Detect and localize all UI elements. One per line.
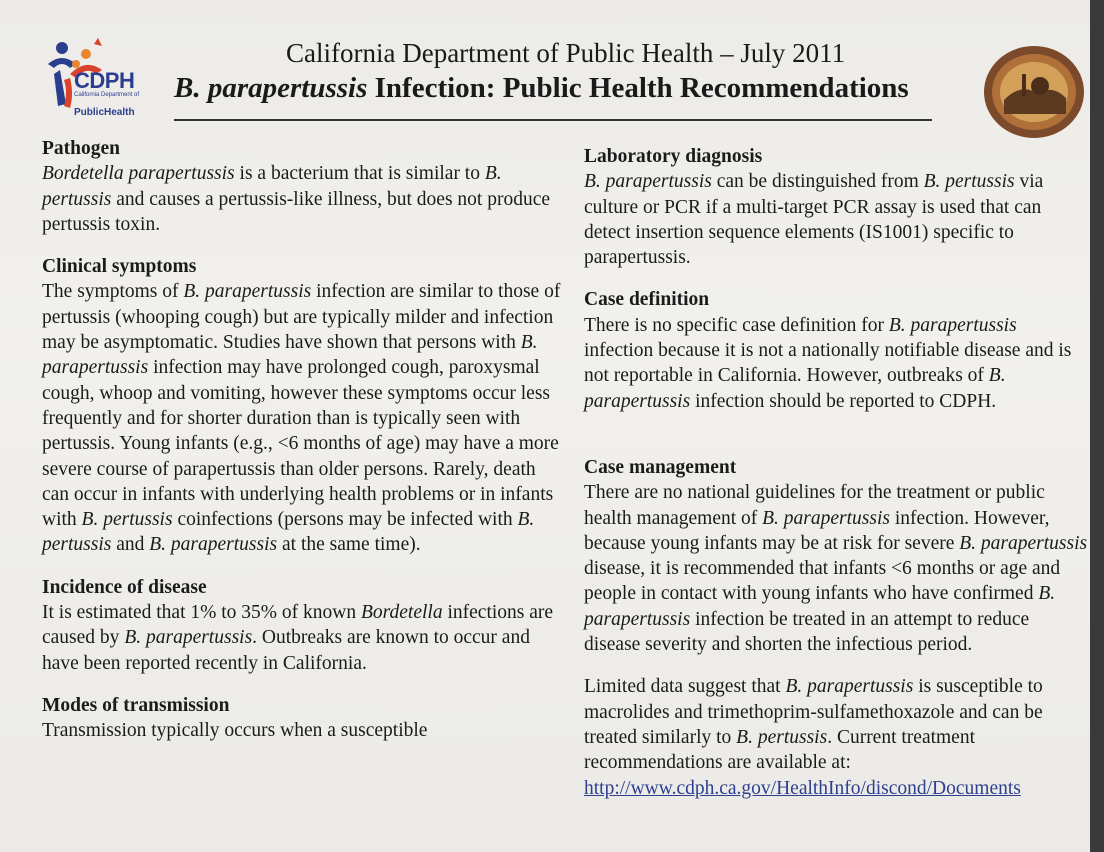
case-management-text: There are no national guidelines for the treatment or public health management of B. parapertussis infection. However, because young infants may be at risk for severe B. parapertussis disease, it is recommended that infants <6 months or age and people in contact with young infants who have confirmed B. parapertussis infection be treated in an attempt to reduce disease severity and shorten the infectious period. bbox=[584, 482, 1088, 656]
treatment-recommendations-link[interactable]: http://www.cdph.ca.gov/HealthInfo/discond/Documents bbox=[584, 777, 1021, 799]
heading-case-definition: Case definition bbox=[584, 289, 710, 311]
case-definition-text: There is no specific case definition for B. parapertussis infection because it is not a nationally notifiable disease and is not reportable in California. However, outbreaks of B. parapertussis infection should be reported to CDPH. bbox=[584, 314, 1072, 412]
incidence-text: It is estimated that 1% to 35% of known Bordetella infections are caused by B. parapertussis. Outbreaks are known to occur and have been reported recently in California. bbox=[42, 602, 554, 674]
heading-case-management: Case management bbox=[584, 456, 737, 478]
logo-subtext: California Department of bbox=[74, 92, 140, 98]
left-column bbox=[42, 136, 562, 761]
section-treatment-data bbox=[584, 674, 1090, 800]
laboratory-text: B. parapertussis can be distinguished from B. pertussis via culture or PCR if a multi-target PCR assay is used that can detect insertion sequence elements (IS1001) specific to parapertussis. bbox=[584, 171, 1044, 269]
state-seal-icon bbox=[982, 44, 1086, 140]
pathogen-text: Bordetella parapertussis is a bacterium that is similar to B. pertussis and causes a pertussis-like illness, but does not produce pertussis toxin. bbox=[42, 163, 551, 235]
heading-pathogen: Pathogen bbox=[42, 138, 120, 159]
header-rule bbox=[174, 119, 932, 121]
section-laboratory-diagnosis bbox=[584, 144, 1090, 270]
heading-modes-of-transmission: Modes of transmission bbox=[42, 694, 230, 716]
section-pathogen bbox=[42, 136, 562, 237]
section-clinical-symptoms bbox=[42, 254, 562, 558]
page-title: B. parapertussis Infection: Public Health Recommendations bbox=[174, 72, 909, 104]
section-case-management bbox=[584, 455, 1090, 657]
header-department-date: California Department of Public Health – July 2011 bbox=[286, 38, 846, 68]
document-header bbox=[0, 0, 1104, 130]
heading-incidence: Incidence of disease bbox=[42, 576, 207, 598]
heading-clinical-symptoms: Clinical symptoms bbox=[42, 256, 197, 278]
logo-public-health: PublicHealth bbox=[74, 107, 135, 118]
logo-text: CDPH bbox=[74, 68, 135, 93]
section-incidence bbox=[42, 575, 562, 676]
spacer bbox=[584, 431, 1090, 455]
screen-edge bbox=[1090, 0, 1104, 852]
section-modes-of-transmission bbox=[42, 693, 562, 744]
section-case-definition bbox=[584, 287, 1090, 413]
heading-laboratory-diagnosis: Laboratory diagnosis bbox=[584, 146, 763, 167]
right-column bbox=[584, 144, 1090, 818]
clinical-symptoms-text: The symptoms of B. parapertussis infection are similar to those of pertussis (whooping cough) but are typically milder and infection may be asymptomatic. Studies have shown that persons with B. parapertussis infection may have prolonged cough, paroxysmal cough, whoop and vomiting, however these symptoms occur less frequently and for shorter duration than is typically seen with pertussis. Young infants (e.g., <6 months of age) may have a more severe course of parapertussis than older persons. Rarely, death can occur in infants with underlying health problems or in infants with B. pertussis coinfections (persons may be infected with B. pertussis and B. parapertussis at the same time). bbox=[42, 281, 561, 556]
treatment-text: Limited data suggest that B. parapertussis is susceptible to macrolides and trimethoprim-sulfamethoxazole and can be treated similarly to B. pertussis. Current treatment recommendations are available at: http://www.cdph.ca.gov/HealthInfo/discond/Documents bbox=[584, 676, 1043, 799]
modes-text: Transmission typically occurs when a susceptible bbox=[42, 720, 428, 742]
